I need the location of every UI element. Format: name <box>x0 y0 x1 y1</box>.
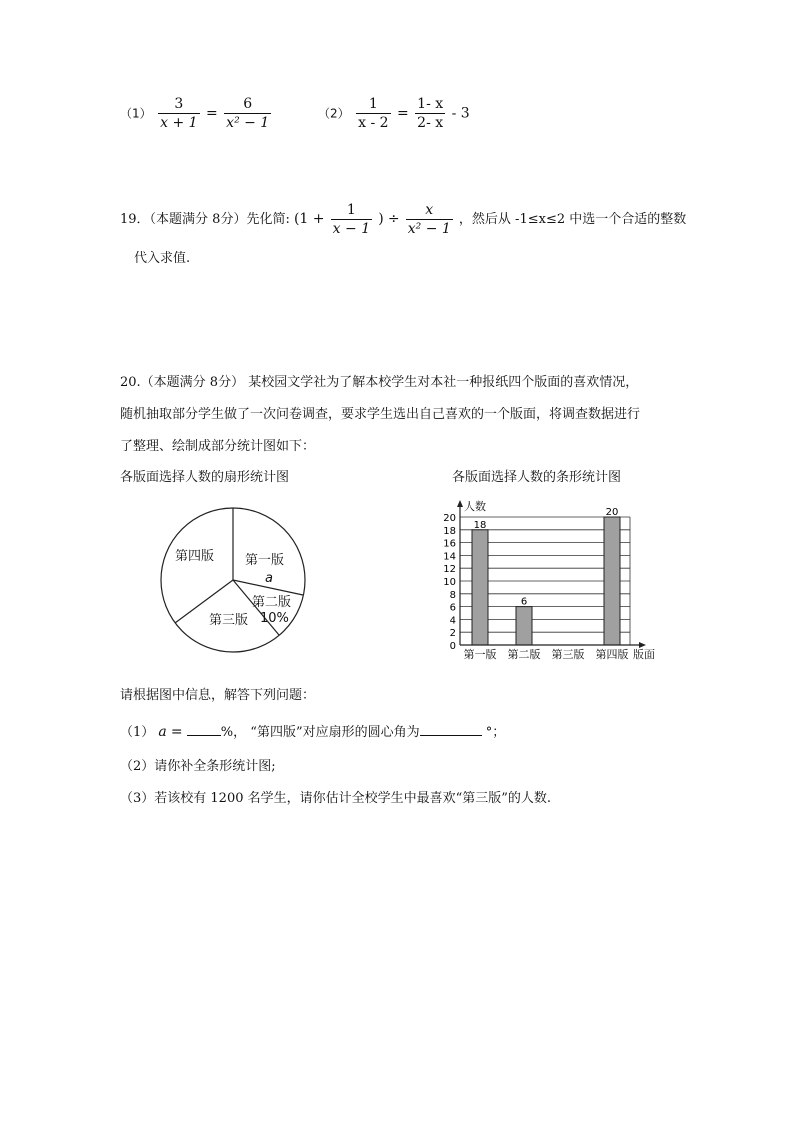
pie-slice-value: 10% <box>260 611 289 626</box>
bar <box>516 607 532 645</box>
y-tick-label: 14 <box>443 551 456 563</box>
q19-line-1 <box>120 203 686 236</box>
x-tick-label: 第二版 <box>507 648 541 661</box>
q18-equation-1 <box>120 97 273 130</box>
fraction <box>158 97 199 130</box>
numerator: 3 <box>174 96 184 112</box>
denominator: x² − 1 <box>407 221 451 237</box>
bar-y-ticks <box>443 513 456 652</box>
sub1-text: “第四版”对应扇形的圆心角为 <box>250 725 420 740</box>
pie-slice-label: 第一版 <box>245 553 285 568</box>
y-tick-label: 12 <box>443 564 456 576</box>
equation-tail: - 3 <box>451 105 470 122</box>
bar-chart-title: 各版面选择人数的条形统计图 <box>452 470 622 485</box>
denominator: 2- x <box>417 115 444 131</box>
y-tick-label: 0 <box>449 641 456 652</box>
pie-slice-value: a <box>265 571 273 586</box>
fraction <box>415 97 445 130</box>
equals-sign: = <box>205 105 218 122</box>
y-tick-label: 8 <box>449 589 456 601</box>
q18-part1-label: （1） <box>120 106 152 121</box>
x-tick-label: 第三版 <box>551 648 585 661</box>
q19-paren-open: (1 + <box>293 211 325 227</box>
q20-sub-2: （2）请你补全条形统计图; <box>120 759 276 774</box>
fraction <box>356 97 390 130</box>
numerator: 1 <box>368 96 378 112</box>
fraction <box>331 203 372 236</box>
q20-line-3: 了整理、绘制成部分统计图如下： <box>120 439 316 454</box>
pie-chart-title: 各版面选择人数的扇形统计图 <box>120 470 290 485</box>
q19-prefix: 19．（本题满分 8分）先化简: <box>120 212 290 227</box>
numerator: x <box>425 202 434 218</box>
sub1-percent: %， <box>220 725 247 740</box>
pie-slice-label: 第四版 <box>175 549 215 564</box>
numerator: 6 <box>243 96 253 112</box>
bar-chart <box>430 498 670 668</box>
y-tick-label: 2 <box>449 628 456 640</box>
y-axis-label: 人数 <box>464 500 486 513</box>
y-tick-label: 16 <box>443 538 456 550</box>
fraction <box>224 97 271 130</box>
y-tick-label: 6 <box>449 602 456 614</box>
q20-sub-3: （3）若该校有 1200 名学生，请你估计全校学生中最喜欢“第三版”的人数. <box>120 791 552 806</box>
y-tick-label: 4 <box>449 615 456 627</box>
fraction <box>406 203 453 236</box>
y-tick-label: 20 <box>443 513 456 524</box>
y-axis-arrow-icon <box>457 500 463 507</box>
denominator: x² − 1 <box>226 115 270 131</box>
numerator: 1 <box>346 202 356 218</box>
answer-blank[interactable] <box>187 723 221 736</box>
bar-series <box>472 507 620 645</box>
y-tick-label: 10 <box>443 577 456 588</box>
bar-data-label: 18 <box>473 519 487 531</box>
q20-prompt: 请根据图中信息，解答下列问题： <box>120 688 316 703</box>
pie-slice-label: 第二版 <box>252 595 292 610</box>
bar-data-label: 20 <box>605 507 619 518</box>
q20-line-2: 随机抽取部分学生做了一次问卷调查，要求学生选出自己喜欢的一个版面，将调查数据进行 <box>120 407 641 422</box>
q20-line-1: 20.（本题满分 8分） 某校园文学社为了解本校学生对本社一种报纸四个版面的喜欢情况， <box>120 375 639 390</box>
sub1-label: （1） <box>120 725 155 740</box>
x-axis-label: 版面 <box>633 648 655 661</box>
equals-sign: = <box>170 724 183 740</box>
q19-suffix: ，然后从 -1≤x≤2 中选一个合适的整数 <box>458 212 687 227</box>
denominator: x − 1 <box>332 221 371 237</box>
answer-blank[interactable] <box>420 723 482 736</box>
q18-part2-label: （2） <box>318 106 350 121</box>
numerator: 1- x <box>417 96 444 112</box>
division-sign: ÷ <box>387 211 400 227</box>
pie-chart <box>155 502 315 662</box>
q19-paren-close: ) <box>378 211 384 227</box>
denominator: x - 2 <box>358 115 389 131</box>
x-tick-label: 第一版 <box>463 648 497 661</box>
equals-sign: = <box>396 105 409 122</box>
denominator: x + 1 <box>160 115 198 131</box>
sub1-degree: °； <box>485 725 506 740</box>
q18-equation-2 <box>318 97 470 130</box>
bar-data-label: 6 <box>520 596 528 608</box>
sub1-variable: a <box>158 724 167 740</box>
x-tick-label: 第四版 <box>595 648 629 661</box>
q20-sub-1 <box>120 723 505 739</box>
bar <box>472 530 488 645</box>
bar <box>604 517 620 645</box>
bar-x-labels <box>464 647 629 661</box>
y-tick-label: 18 <box>443 525 456 537</box>
q19-line-2: 代入求值. <box>134 251 191 266</box>
pie-slice-label: 第三版 <box>209 613 249 628</box>
